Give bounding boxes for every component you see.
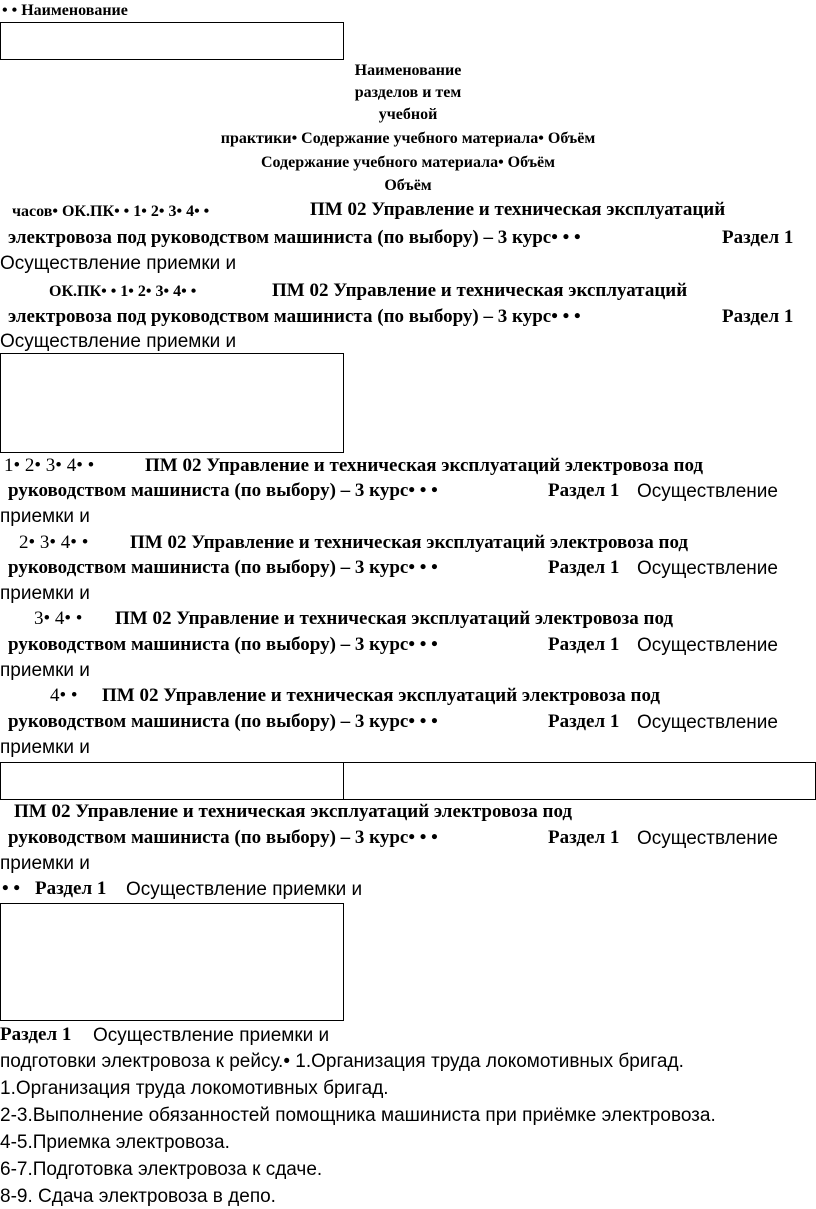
section-label: Раздел 1 xyxy=(548,711,620,732)
section-text: Осуществление xyxy=(637,635,778,656)
section-text: приемки и xyxy=(0,737,90,758)
module-title: ПМ 02 Управление и техническая эксплуатаций электровоза под xyxy=(102,685,661,706)
module-title: ПМ 02 Управление и техническая эксплуатаций электровоза под xyxy=(115,608,674,629)
section-text: Осуществление xyxy=(637,558,778,579)
module-title: руководством машиниста (по выбору) – 3 курс• • • xyxy=(8,827,438,848)
row-prefix: 3• 4• • xyxy=(34,608,83,629)
lesson-line: 8-9. Сдача электровоза в депо. xyxy=(0,1186,276,1207)
heading-line: Наименование xyxy=(354,62,462,79)
row-prefix: 1• 2• 3• 4• • xyxy=(4,455,95,476)
empty-cell xyxy=(0,22,344,60)
section-label: Раздел 1 xyxy=(722,306,794,327)
empty-cell xyxy=(343,762,816,800)
section-label: Раздел 1 xyxy=(548,827,620,848)
module-title: ПМ 02 Управление и техническая эксплуатаций электровоза под xyxy=(130,532,689,553)
lesson-line: 1.Организация труда локомотивных бригад. xyxy=(0,1078,389,1099)
section-text: приемки и xyxy=(0,506,90,527)
empty-cell xyxy=(0,762,344,800)
section-text: приемки и xyxy=(0,583,90,604)
module-title: электровоза под руководством машиниста (по выбору) – 3 курс• • • xyxy=(8,227,581,248)
heading-line: практики• Содержание учебного материала• Объём xyxy=(220,130,596,147)
module-title: руководством машиниста (по выбору) – 3 курс• • • xyxy=(8,557,438,578)
module-title: ПМ 02 Управление и техническая эксплуатаций xyxy=(310,199,726,220)
row-prefix: 2• 3• 4• • xyxy=(19,532,89,553)
section-text: Осуществление приемки и xyxy=(126,879,363,900)
lesson-line: 6-7.Подготовка электровоза к сдаче. xyxy=(0,1159,323,1180)
heading-line: Содержание учебного материала• Объём xyxy=(260,154,556,171)
empty-cell xyxy=(0,903,344,1021)
heading-line: разделов и тем xyxy=(354,84,462,101)
lesson-line: подготовки электровоза к рейсу.• 1.Организация труда локомотивных бригад. xyxy=(0,1051,684,1072)
section-label: Раздел 1 xyxy=(548,557,620,578)
section-text: Осуществление приемки и xyxy=(0,331,237,352)
module-title: ПМ 02 Управление и техническая эксплуатаций электровоза под xyxy=(145,455,704,476)
section-label: Раздел 1 xyxy=(548,634,620,655)
row-prefix: 4• • xyxy=(50,685,78,706)
row-prefix: часов• ОК.ПК• • 1• 2• 3• 4• • xyxy=(12,203,210,220)
section-label: Раздел 1 xyxy=(722,227,794,248)
lesson-line: 4-5.Приемка электровоза. xyxy=(0,1132,230,1153)
empty-cell xyxy=(0,353,344,453)
module-title: ПМ 02 Управление и техническая эксплуатаций электровоза под xyxy=(14,801,573,822)
section-text: Осуществление приемки и xyxy=(0,253,237,274)
section-text: приемки и xyxy=(0,853,90,874)
section-text: Осуществление приемки и xyxy=(93,1025,330,1046)
row-prefix: • • xyxy=(2,878,21,899)
module-title: электровоза под руководством машиниста (по выбору) – 3 курс• • • xyxy=(8,306,581,327)
section-label: Раздел 1 xyxy=(0,1024,72,1045)
module-title: руководством машиниста (по выбору) – 3 курс• • • xyxy=(8,480,438,501)
module-title: руководством машиниста (по выбору) – 3 курс• • • xyxy=(8,634,438,655)
lesson-line: 2-3.Выполнение обязанностей помощника машиниста при приёмке электровоза. xyxy=(0,1105,716,1126)
module-title: руководством машиниста (по выбору) – 3 курс• • • xyxy=(8,711,438,732)
section-label: Раздел 1 xyxy=(548,480,620,501)
heading-line: Объём xyxy=(384,177,432,194)
section-text: Осуществление xyxy=(637,712,778,733)
heading-line: учебной xyxy=(378,106,438,123)
section-text: приемки и xyxy=(0,660,90,681)
row-prefix: ОК.ПК• • 1• 2• 3• 4• • xyxy=(49,283,197,300)
section-text: Осуществление xyxy=(637,828,778,849)
section-label: Раздел 1 xyxy=(35,878,107,899)
bullet-heading: • • Наименование xyxy=(2,2,128,19)
module-title: ПМ 02 Управление и техническая эксплуатаций xyxy=(272,280,688,301)
section-text: Осуществление xyxy=(637,481,778,502)
